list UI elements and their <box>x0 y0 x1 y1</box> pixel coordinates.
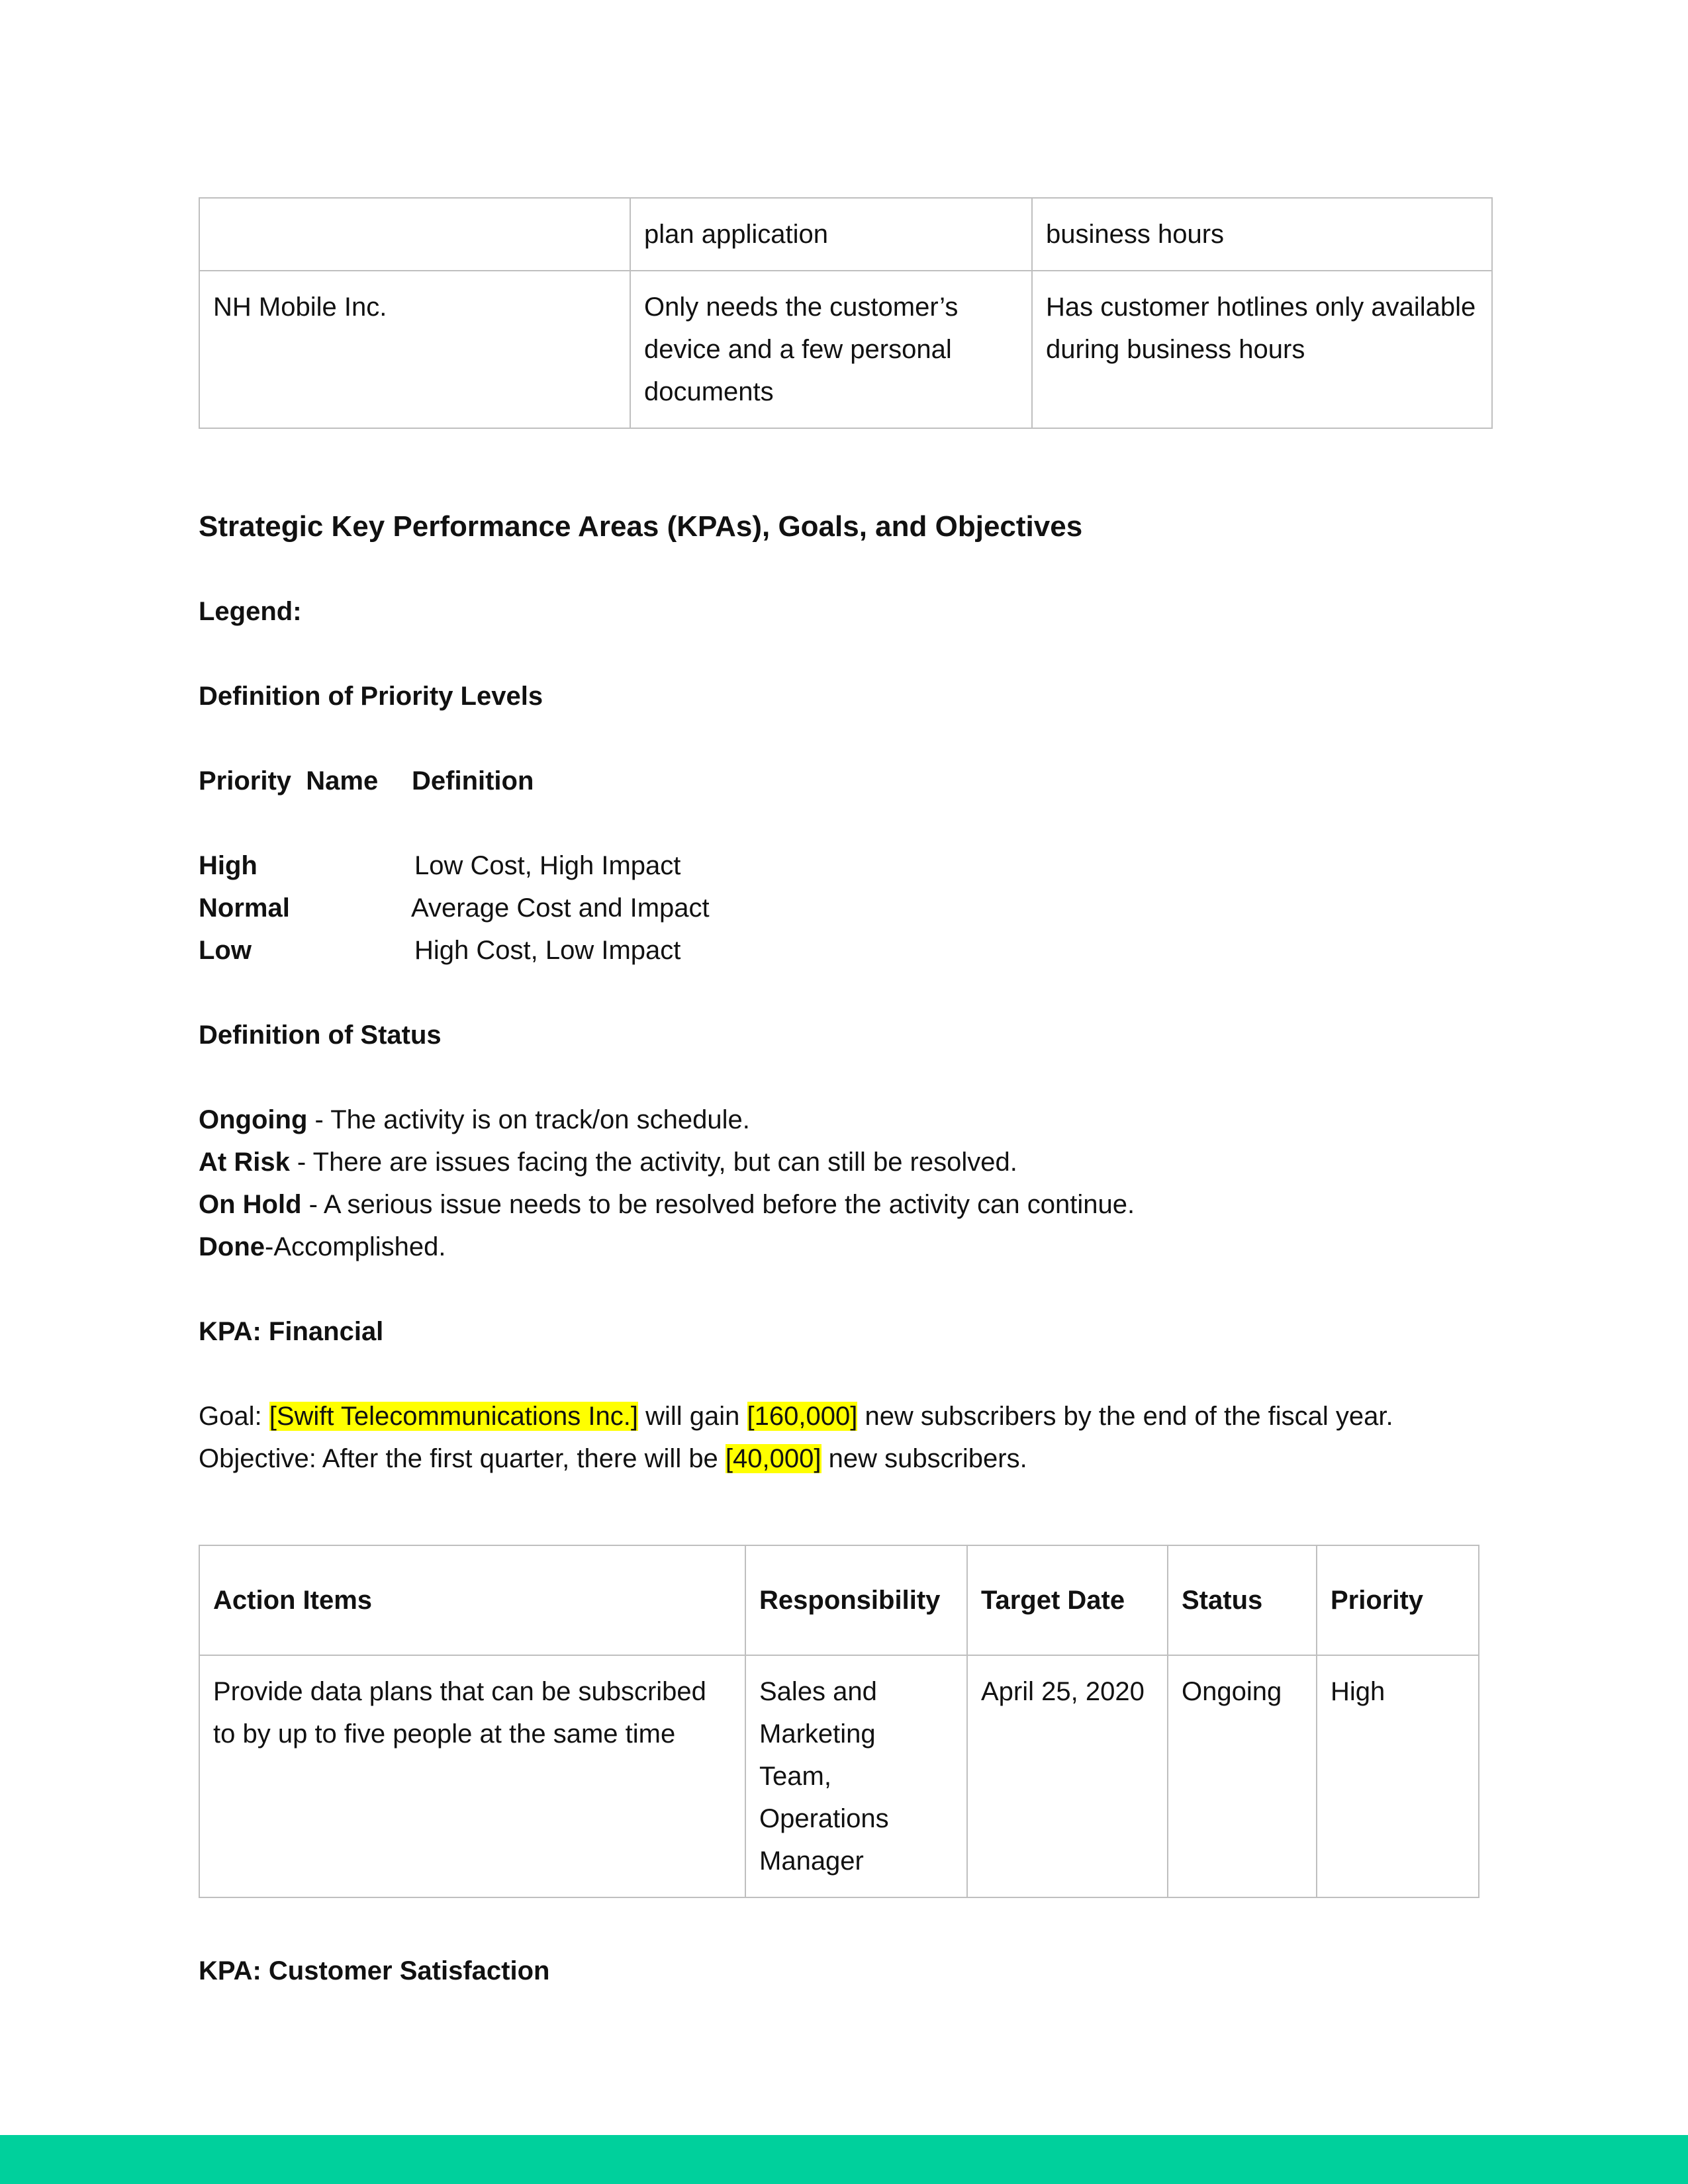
priority-definition: Low Cost, High Impact <box>414 851 681 880</box>
table-row <box>199 198 1492 271</box>
status-separator: - <box>301 1190 324 1219</box>
objective-amount-highlight: [40,000] <box>725 1444 821 1473</box>
column-header-responsibility: Responsibility <box>745 1545 967 1655</box>
objective-suffix: new subscribers. <box>821 1444 1027 1473</box>
column-header-action-items: Action Items <box>199 1545 745 1655</box>
table-cell: plan application <box>630 198 1032 271</box>
status-name: On Hold <box>199 1190 302 1219</box>
target-date-cell: April 25, 2020 <box>967 1655 1168 1897</box>
priority-name: Normal <box>199 893 290 923</box>
table-header-row <box>199 1545 1479 1655</box>
table-cell <box>199 198 630 271</box>
table-cell: Only needs the customer’s device and a few personal documents <box>630 271 1032 428</box>
status-definition: There are issues facing the activity, but can still be resolved. <box>312 1148 1017 1177</box>
goal-prefix: Goal: <box>199 1402 269 1431</box>
footer-bar <box>0 2135 1688 2184</box>
priority-definition-title: Definition of Priority Levels <box>199 682 543 711</box>
table-cell: business hours <box>1032 198 1492 271</box>
priority-name: High <box>199 851 258 880</box>
goal-amount-highlight: [160,000] <box>747 1402 858 1431</box>
priority-list <box>199 844 1496 972</box>
status-definition-title: Definition of Status <box>199 1021 442 1050</box>
kpa-customer-satisfaction-title: KPA: Customer Satisfaction <box>199 1956 550 1985</box>
status-list <box>199 1099 1496 1268</box>
goal-suffix: new subscribers by the end of the fiscal year. <box>857 1402 1393 1431</box>
objective-line <box>199 1437 1496 1480</box>
status-definition: A serious issue needs to be resolved before the activity can continue. <box>323 1190 1135 1219</box>
table-row <box>199 271 1492 428</box>
status-definition: Accomplished. <box>273 1232 446 1261</box>
section-title: Strategic Key Performance Areas (KPAs), Goals, and Objectives <box>199 510 1083 543</box>
column-header-priority: Priority <box>1317 1545 1479 1655</box>
page-content <box>199 197 1496 1992</box>
status-row <box>199 1141 1496 1183</box>
priority-name-header: Priority Name <box>199 766 379 796</box>
column-header-status: Status <box>1168 1545 1317 1655</box>
kpa-financial-title: KPA: Financial <box>199 1317 384 1346</box>
priority-definition-header: Definition <box>412 766 534 796</box>
status-row <box>199 1183 1496 1226</box>
status-row <box>199 1226 1496 1268</box>
competitor-table <box>199 197 1493 429</box>
priority-row <box>199 929 1496 972</box>
responsibility-cell: Sales and Marketing Team, Operations Manager <box>745 1655 967 1897</box>
priority-name: Low <box>199 936 252 965</box>
action-item-cell: Provide data plans that can be subscribed to by up to five people at the same time <box>199 1655 745 1897</box>
column-header-target-date: Target Date <box>967 1545 1168 1655</box>
priority-row <box>199 887 1496 929</box>
status-name: Ongoing <box>199 1105 308 1134</box>
priority-header <box>199 760 1496 802</box>
goal-company-highlight: [Swift Telecommunications Inc.] <box>269 1402 638 1431</box>
goal-line <box>199 1395 1496 1437</box>
priority-row <box>199 844 1496 887</box>
status-separator: - <box>307 1105 331 1134</box>
priority-definition: Average Cost and Impact <box>411 893 710 923</box>
table-row <box>199 1655 1479 1897</box>
priority-definition: High Cost, Low Impact <box>414 936 681 965</box>
status-name: At Risk <box>199 1148 290 1177</box>
status-name: Done <box>199 1232 265 1261</box>
table-cell: Has customer hotlines only available during business hours <box>1032 271 1492 428</box>
status-cell: Ongoing <box>1168 1655 1317 1897</box>
status-separator: - <box>289 1148 313 1177</box>
status-definition: The activity is on track/on schedule. <box>330 1105 750 1134</box>
status-row <box>199 1099 1496 1141</box>
goal-mid: will gain <box>637 1402 747 1431</box>
table-cell: NH Mobile Inc. <box>199 271 630 428</box>
kpa-financial-body <box>199 1395 1496 1480</box>
status-separator: - <box>265 1232 274 1261</box>
objective-prefix: Objective: After the first quarter, there will be <box>199 1444 726 1473</box>
legend-label: Legend: <box>199 597 302 626</box>
action-items-table <box>199 1545 1479 1898</box>
priority-cell: High <box>1317 1655 1479 1897</box>
